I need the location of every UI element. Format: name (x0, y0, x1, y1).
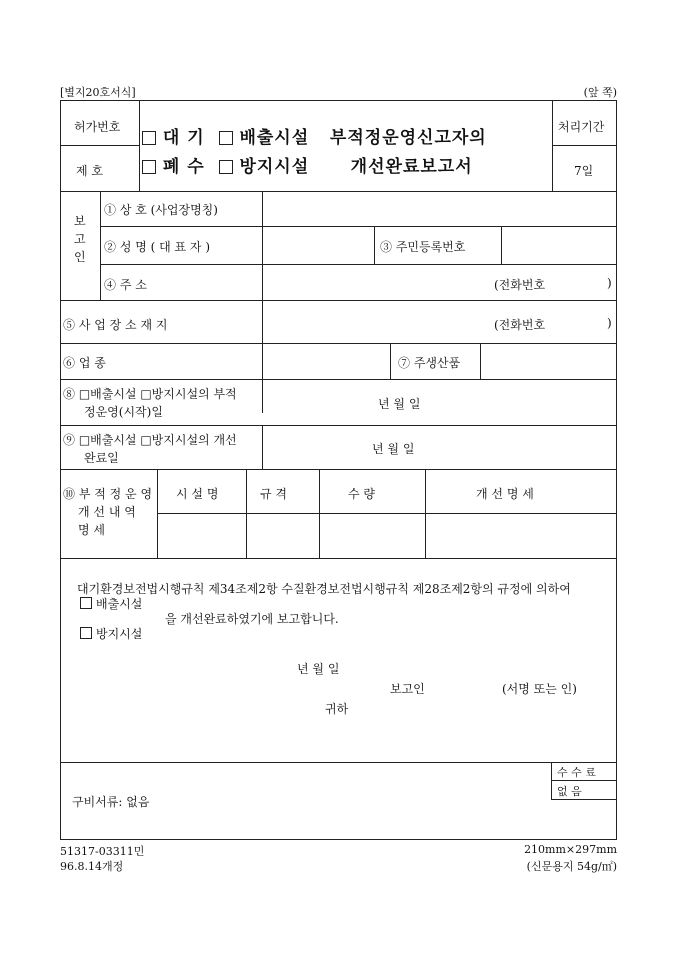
processing-period-value: 7일 (574, 164, 594, 178)
col-facility-name: 시 설 명 (176, 487, 219, 501)
addressee-label: 귀하 (325, 702, 349, 716)
signature-label: (서명 또는 인) (502, 682, 577, 696)
paper-type: (신문용지 54g/㎡) (526, 860, 617, 873)
page-side-label: (앞 쪽) (583, 86, 617, 99)
improper-start-label-2: 정운영(시작)일 (84, 405, 163, 419)
regulation-text: 대기환경보전법시행규칙 제34조제2항 수질환경보전법시행규칙 제28조제2항의 규정에 의하여 (77, 582, 571, 596)
form-title-line-1: 부적정운영신고자의 (329, 128, 487, 148)
reporter-group-label: 보 고 인 (74, 214, 86, 264)
required-documents: 구비서류: 없음 (72, 795, 150, 809)
paper-size: 210mm×297mm (524, 843, 617, 856)
details-label: ⑩ 부 적 정 운 영 (63, 487, 153, 501)
improper-start-label: ⑧ □배출시설 □방지시설의 부적 (63, 387, 237, 401)
form-title-line-2: 개선완료보고서 (350, 157, 473, 177)
reference-number-label: 제 호 (76, 164, 103, 178)
improper-start-date: 년 월 일 (378, 397, 421, 411)
business-type-label: ⑥ 업 종 (63, 356, 106, 370)
address-label: ④ 주 소 (104, 278, 147, 292)
air-checkbox[interactable] (142, 131, 156, 145)
col-improvement-detail: 개 선 명 세 (476, 487, 534, 501)
emission-option-checkbox[interactable] (80, 597, 92, 609)
details-label-2: 개 선 내 역 (78, 505, 136, 519)
emission-facility-checkbox[interactable] (219, 131, 233, 145)
fee-value: 없 음 (557, 785, 582, 798)
option-emission-facility: 배출시설 (80, 595, 142, 612)
reporter-phone-close: ) (607, 276, 612, 290)
completion-text: 을 개선완료하였기에 보고합니다. (165, 612, 339, 626)
permit-number-label: 허가번호 (74, 120, 121, 134)
improvement-done-date: 년 월 일 (372, 442, 415, 456)
representative-name-label: ② 성 명 ( 대 표 자 ) (104, 240, 211, 254)
improvement-done-label: ⑨ □배출시설 □방지시설의 개선 (63, 433, 237, 447)
reporter-label: 보고인 (390, 682, 425, 696)
revision-date: 96.8.14개정 (60, 860, 124, 873)
option-prevention-facility: 방지시설 (80, 625, 142, 642)
main-product-label: ⑦ 주생산품 (398, 356, 461, 370)
col-quantity: 수 량 (348, 487, 375, 501)
prevention-option-checkbox[interactable] (80, 627, 92, 639)
wastewater-checkbox[interactable] (142, 160, 156, 174)
details-label-3: 명 세 (78, 523, 105, 537)
form-number: [별지20호서식] (60, 86, 136, 99)
title-line-2: 폐 수 방지시설 개선완료보고서 (142, 152, 473, 177)
form-code: 51317-03311민 (60, 845, 145, 858)
report-date: 년 월 일 (297, 662, 340, 676)
processing-period-label: 처리기간 (558, 120, 605, 134)
title-line-1: 대 기 배출시설 부적정운영신고자의 (142, 123, 487, 148)
company-name-label: ① 상 호 (사업장명칭) (104, 203, 218, 217)
site-location-label: ⑤ 사 업 장 소 재 지 (63, 318, 168, 332)
resident-id-label: ③ 주민등록번호 (380, 240, 466, 254)
site-phone-close: ) (607, 316, 612, 330)
col-specification: 규 격 (260, 487, 287, 501)
improvement-done-label-2: 완료일 (84, 451, 119, 465)
fee-label: 수 수 료 (557, 766, 596, 779)
prevention-facility-checkbox[interactable] (219, 160, 233, 174)
site-phone-label: (전화번호 (494, 318, 546, 332)
reporter-phone-label: (전화번호 (494, 278, 546, 292)
